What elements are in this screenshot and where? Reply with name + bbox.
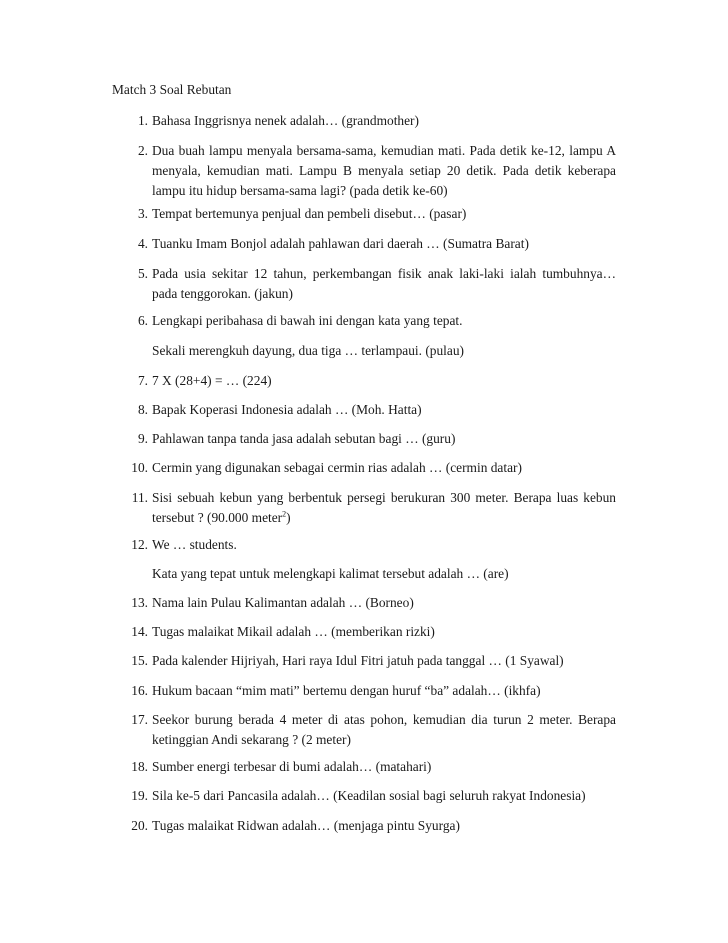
list-item — [112, 710, 616, 750]
item-number: 1. — [137, 113, 148, 128]
item-number: 16. — [131, 683, 148, 698]
list-item — [112, 488, 616, 528]
item-number: 6. — [137, 313, 148, 328]
item-text: Seekor burung berada 4 meter di atas pohon, kemudian dia turun 2 meter. Berapa ketinggian Andi sekarang ? (2 meter) — [152, 712, 616, 747]
item-number: 18. — [131, 759, 148, 774]
item-number: 2. — [137, 143, 148, 158]
list-item — [112, 234, 616, 254]
list-item — [112, 264, 616, 304]
list-item — [112, 111, 616, 131]
item-subtext: Kata yang tepat untuk melengkapi kalimat tersebut adalah … (are) — [152, 566, 509, 581]
list-item — [112, 593, 616, 613]
list-item — [112, 651, 616, 671]
item-number: 20. — [131, 818, 148, 833]
item-text: Cermin yang digunakan sebagai cermin rias adalah … (cermin datar) — [152, 460, 522, 475]
list-item — [112, 681, 616, 701]
item-text: We … students. — [152, 537, 237, 552]
item-number: 3. — [137, 206, 148, 221]
item-number: 13. — [131, 595, 148, 610]
list-item — [112, 400, 616, 420]
item-number: 17. — [131, 712, 148, 727]
item-text: Pahlawan tanpa tanda jasa adalah sebutan bagi … (guru) — [152, 431, 456, 446]
item-number: 9. — [137, 431, 148, 446]
list-item — [112, 458, 616, 478]
item-subtext: Sekali merengkuh dayung, dua tiga … terlampaui. (pulau) — [152, 343, 464, 358]
list-item — [112, 429, 616, 449]
item-text: Hukum bacaan “mim mati” bertemu dengan huruf “ba” adalah… (ikhfa) — [152, 683, 541, 698]
item-text: Tugas malaikat Mikail adalah … (memberikan rizki) — [152, 624, 435, 639]
item-text: 7 X (28+4) = … (224) — [152, 373, 272, 388]
item-text: Sumber energi terbesar di bumi adalah… (matahari) — [152, 759, 432, 774]
item-text: Lengkapi peribahasa di bawah ini dengan kata yang tepat. — [152, 313, 463, 328]
item-number: 12. — [131, 537, 148, 552]
item-number: 15. — [131, 653, 148, 668]
item-number: 19. — [131, 788, 148, 803]
item-text: Tuanku Imam Bonjol adalah pahlawan dari daerah … (Sumatra Barat) — [152, 236, 529, 251]
list-item — [112, 757, 616, 777]
item-number: 10. — [131, 460, 148, 475]
list-item — [112, 311, 616, 331]
item-text: Nama lain Pulau Kalimantan adalah … (Borneo) — [152, 595, 414, 610]
superscript: 2 — [282, 509, 287, 519]
item-number: 14. — [131, 624, 148, 639]
document-title: Match 3 Soal Rebutan — [112, 82, 232, 97]
item-text: Sila ke-5 dari Pancasila adalah… (Keadilan sosial bagi seluruh rakyat Indonesia) — [152, 788, 586, 803]
item-text — [152, 488, 616, 528]
list-item — [112, 371, 616, 391]
item-number: 5. — [137, 266, 148, 281]
list-item — [112, 141, 616, 201]
item-text: Pada kalender Hijriyah, Hari raya Idul Fitri jatuh pada tanggal … (1 Syawal) — [152, 653, 564, 668]
item-text: Pada usia sekitar 12 tahun, perkembangan fisik anak laki-laki ialah tumbuhnya… pada tenggorokan. (jakun) — [152, 266, 616, 301]
item-text: Tempat bertemunya penjual dan pembeli disebut… (pasar) — [152, 206, 467, 221]
item-number: 4. — [137, 236, 148, 251]
item-text-main: Sisi sebuah kebun yang berbentuk persegi berukuran 300 meter. Berapa luas kebun tersebut ? (90.000 meter — [152, 490, 616, 525]
item-text: Bapak Koperasi Indonesia adalah … (Moh. Hatta) — [152, 402, 422, 417]
item-number: 11. — [131, 490, 148, 505]
item-number: 8. — [137, 402, 148, 417]
list-item — [112, 786, 616, 806]
item-text-end: ) — [286, 510, 291, 525]
item-text: Bahasa Inggrisnya nenek adalah… (grandmother) — [152, 113, 419, 128]
item-text: Tugas malaikat Ridwan adalah… (menjaga pintu Syurga) — [152, 818, 460, 833]
item-text: Dua buah lampu menyala bersama-sama, kemudian mati. Pada detik ke-12, lampu A menyala, kemudian mati. Lampu B menyala setiap 20 detik. Pada detik keberapa lampu itu hidup bersama-sama lagi? (pada detik ke-60) — [152, 143, 616, 198]
item-number: 7. — [137, 373, 148, 388]
list-item — [112, 622, 616, 642]
list-item — [112, 204, 616, 224]
list-item — [112, 816, 616, 836]
list-item — [112, 535, 616, 555]
